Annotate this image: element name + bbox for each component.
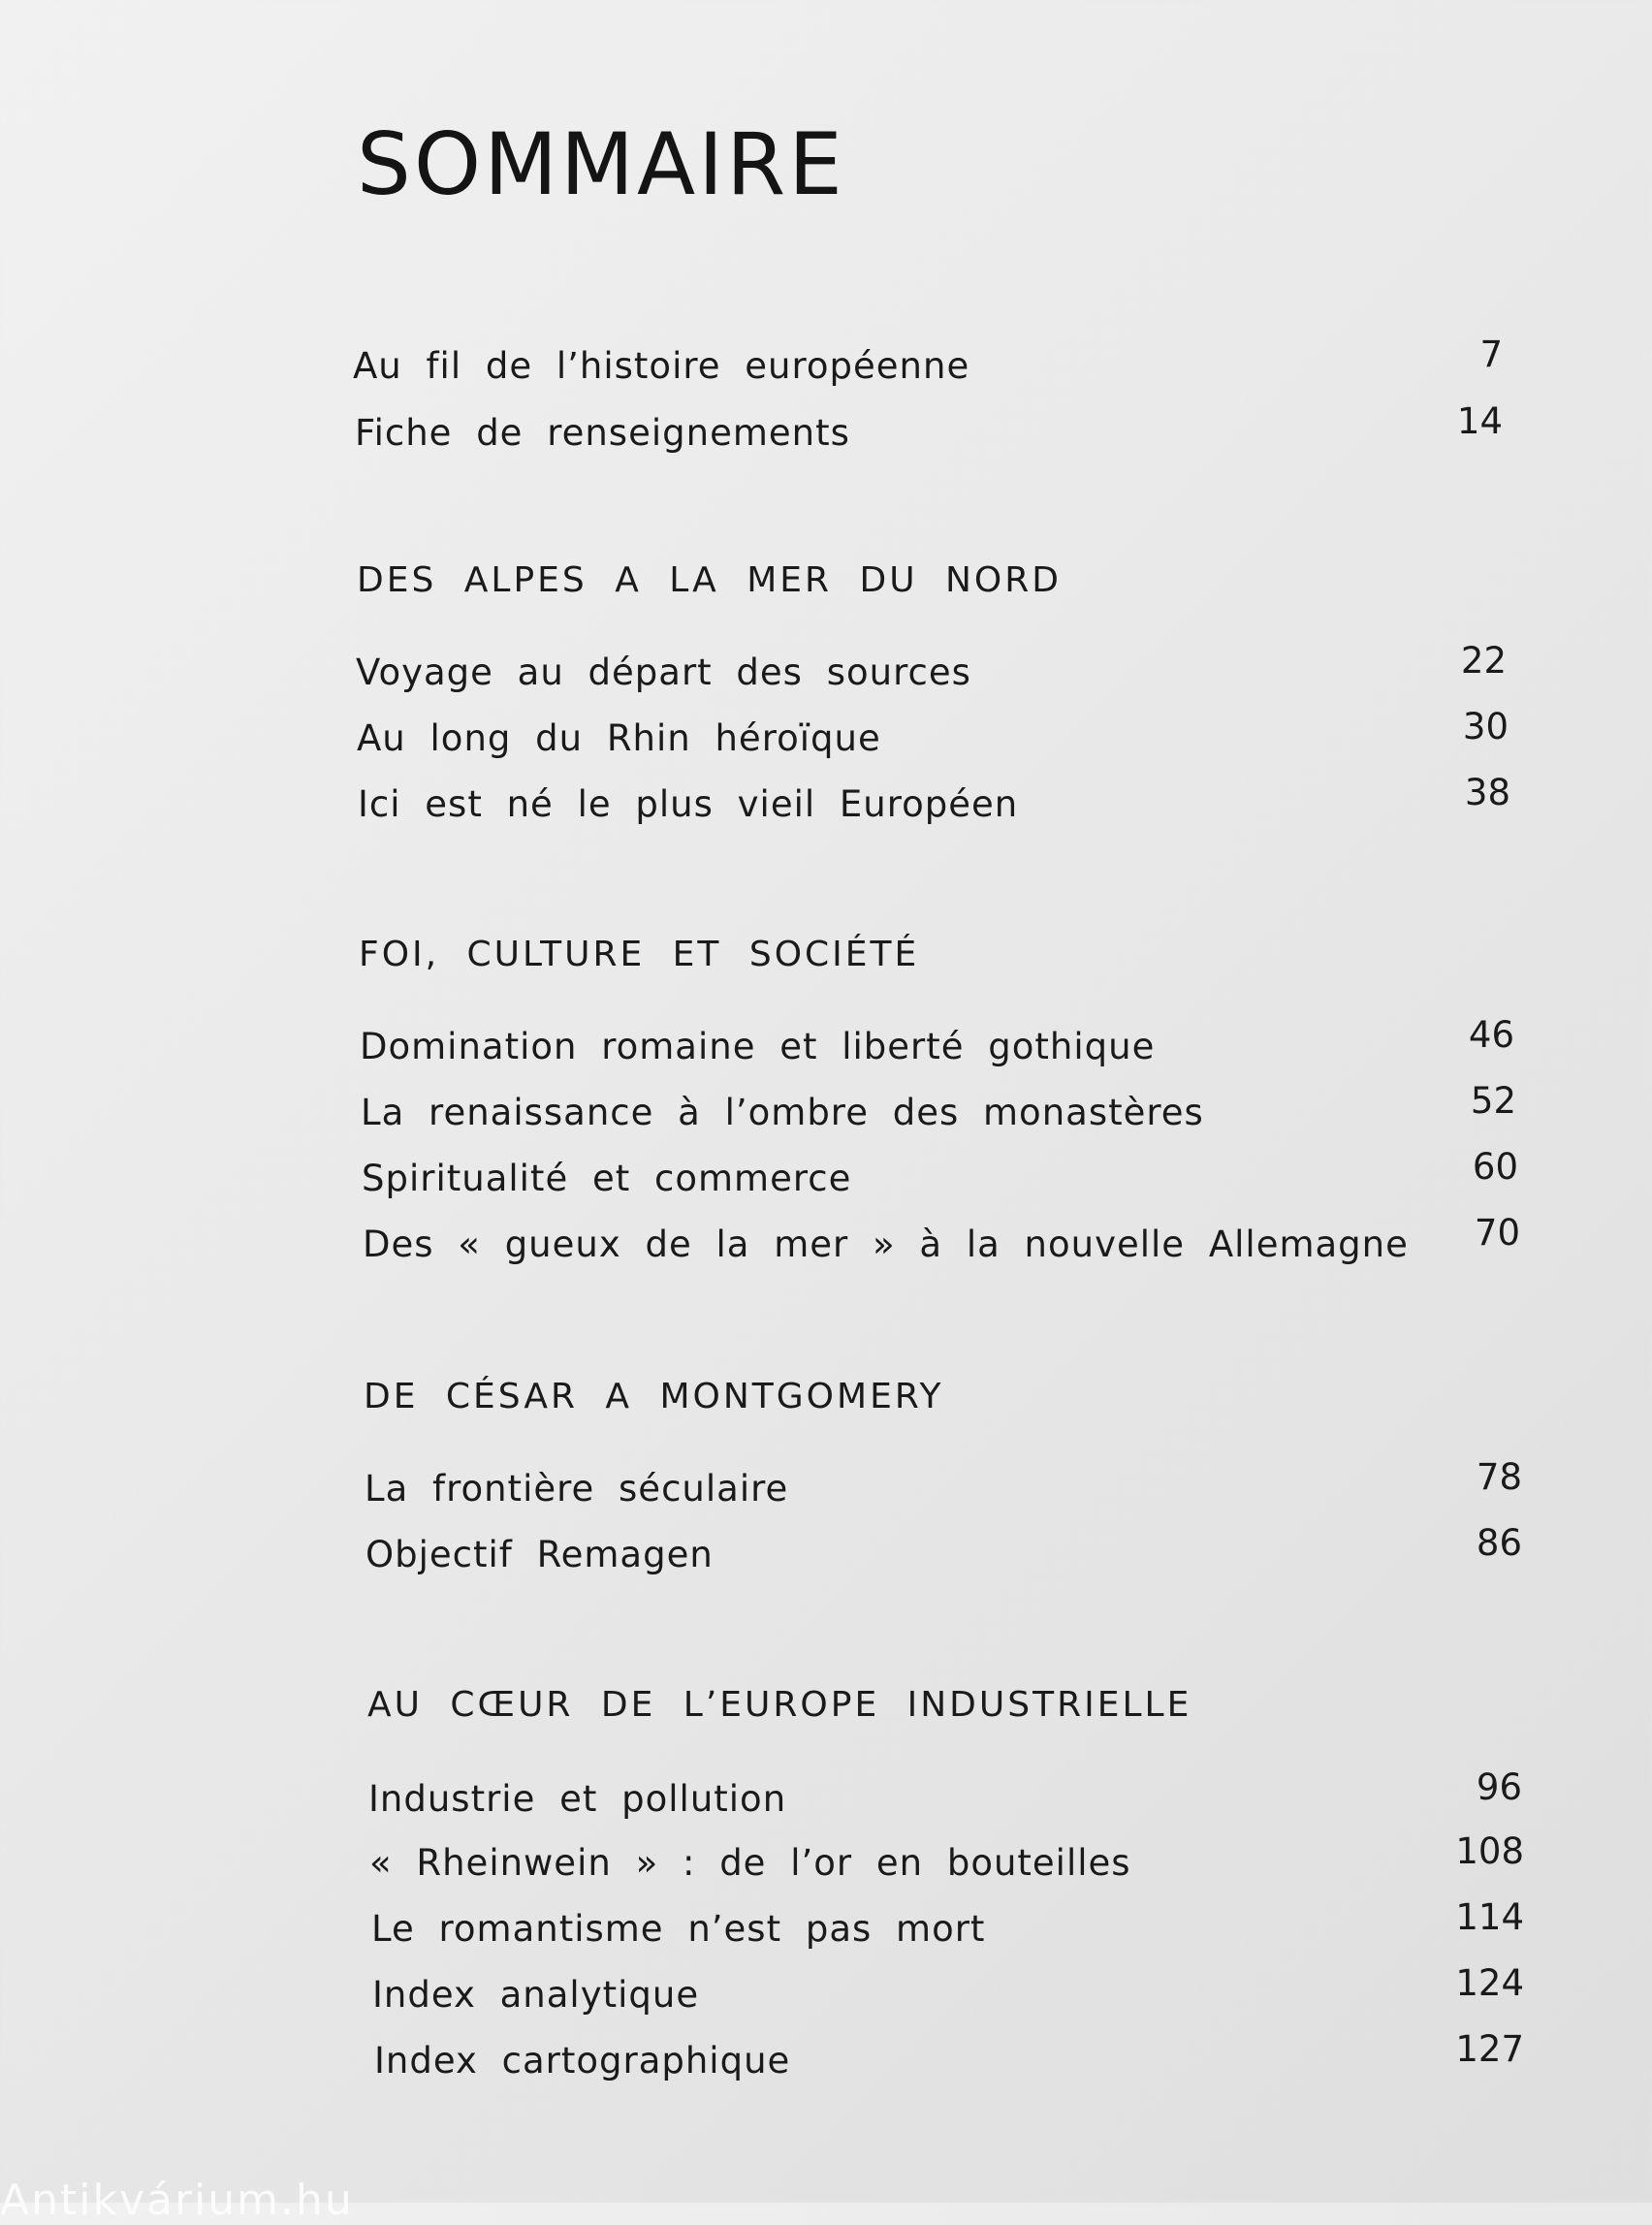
section-heading: FOI, CULTURE ET SOCIÉTÉ [359,935,920,974]
toc-entry-label: « Rheinwein » : de l’or en bouteilles [369,1842,1131,1884]
toc-entry-label: Des « gueux de la mer » à la nouvelle Allemagne [363,1224,1409,1265]
toc-entry-page: 70 [1474,1212,1520,1254]
section-heading: DES ALPES A LA MER DU NORD [357,560,1062,600]
toc-entry-label: La frontière séculaire [365,1468,789,1510]
toc-entry-label: Spiritualité et commerce [362,1158,852,1199]
page-title: SOMMAIRE [357,114,845,214]
toc-entry-label: Industrie et pollution [368,1778,787,1820]
toc-entry[interactable] [0,1962,1652,2032]
toc-entry-label: Le romantisme n’est pas mort [371,1908,986,1950]
toc-entry-page: 30 [1462,706,1509,747]
toc-entry[interactable] [0,2028,1652,2098]
toc-entry-label: Au long du Rhin héroïque [357,717,881,759]
toc-entry-page: 52 [1470,1080,1516,1122]
toc-entry-label: Ici est né le plus vieil Européen [358,783,1019,825]
toc-entry-label: Index analytique [372,1974,700,2016]
toc-entry-page: 7 [1479,334,1503,375]
toc-entry[interactable] [0,1766,1652,1836]
toc-entry[interactable] [0,1456,1652,1526]
toc-entry[interactable] [0,1014,1652,1084]
toc-entry[interactable] [0,1080,1652,1150]
section-heading: DE CÉSAR A MONTGOMERY [364,1377,944,1416]
toc-entry-page: 14 [1456,400,1503,442]
toc-entry-page: 96 [1476,1766,1522,1808]
toc-entry[interactable] [0,400,1652,470]
toc-entry-label: Au fil de l’histoire européenne [353,345,970,387]
toc-entry-label: Domination romaine et liberté gothique [360,1026,1156,1067]
toc-entry[interactable] [0,772,1652,842]
toc-entry-page: 22 [1460,640,1507,682]
toc-entry-label: Index cartographique [374,2040,791,2082]
toc-entry[interactable] [0,706,1652,776]
toc-entry[interactable] [0,1522,1652,1592]
toc-entry-page: 108 [1455,1830,1524,1872]
toc-entry-label: Objectif Remagen [365,1534,714,1575]
toc-entry-page: 38 [1464,772,1510,813]
toc-entry-page: 86 [1476,1522,1522,1564]
toc-entry[interactable] [0,334,1652,403]
toc-entry-page: 127 [1455,2028,1524,2070]
toc-entry-label: Voyage au départ des sources [356,652,971,693]
toc-entry[interactable] [0,1212,1652,1282]
toc-entry-label: La renaissance à l’ombre des monastères [361,1092,1204,1133]
toc-entry-page: 124 [1455,1962,1524,2004]
toc-entry[interactable] [0,1896,1652,1966]
toc-entry-page: 60 [1472,1146,1518,1188]
toc-entry[interactable] [0,1830,1652,1900]
toc-entry-page: 114 [1455,1896,1524,1938]
section-heading: AU CŒUR DE L’EUROPE INDUSTRIELLE [367,1685,1192,1725]
toc-entry[interactable] [0,1146,1652,1216]
toc-entry-page: 78 [1476,1456,1522,1498]
toc-entry[interactable] [0,640,1652,710]
toc-entry-page: 46 [1468,1014,1514,1056]
toc-entry-label: Fiche de renseignements [355,412,850,454]
watermark: Antikvárium.hu [0,2176,354,2225]
